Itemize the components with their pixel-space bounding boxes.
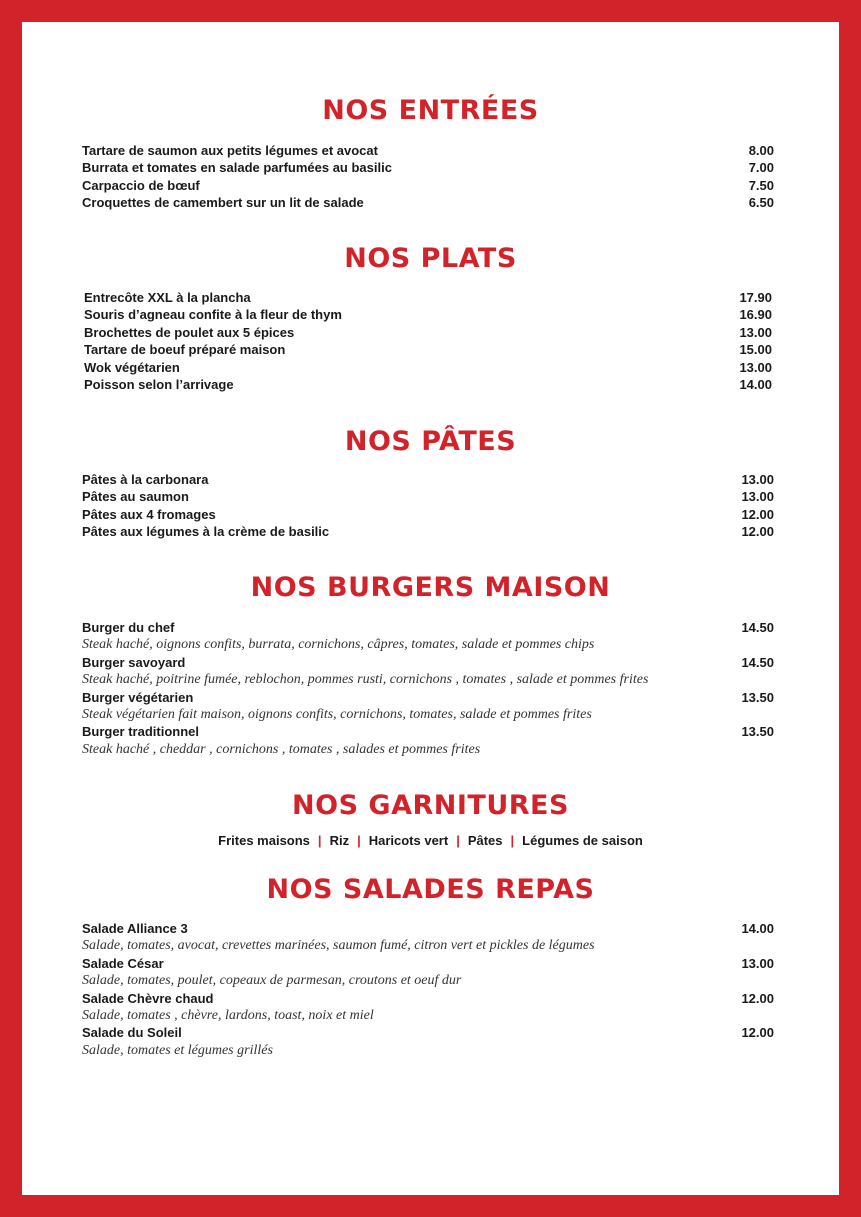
item-description: Salade, tomates, avocat, crevettes marinées, saumon fumé, citron vert et pickles de légumes bbox=[82, 938, 595, 954]
menu-item bbox=[84, 376, 772, 393]
menu-item bbox=[82, 955, 774, 972]
menu-item bbox=[82, 194, 774, 211]
menu-item bbox=[84, 359, 772, 376]
menu-item bbox=[82, 471, 774, 488]
item-name: Pâtes aux 4 fromages bbox=[82, 506, 216, 522]
section-salades bbox=[22, 873, 839, 1058]
menu-item bbox=[82, 506, 774, 523]
item-price: 13.50 bbox=[741, 724, 774, 740]
garniture-item: Haricots vert bbox=[368, 833, 449, 848]
item-description: Steak haché, poitrine fumée, reblochon, pommes rusti, cornichons , tomates , salade et pommes frites bbox=[82, 672, 649, 688]
item-price: 12.00 bbox=[741, 1025, 774, 1041]
menu-item bbox=[82, 177, 774, 194]
item-description: Salade, tomates et légumes grillés bbox=[82, 1042, 273, 1058]
item-name: Burger végétarien bbox=[82, 689, 194, 705]
menu-item bbox=[82, 488, 774, 505]
menu-item bbox=[82, 920, 774, 937]
section-pates bbox=[22, 425, 839, 540]
garniture-item: Pâtes bbox=[467, 833, 503, 848]
section-garnitures bbox=[22, 789, 839, 848]
item-price: 13.00 bbox=[739, 324, 772, 340]
item-price: 12.00 bbox=[741, 990, 774, 1006]
item-name: Burger savoyard bbox=[82, 654, 186, 670]
item-description: Steak végétarien fait maison, oignons confits, cornichons, tomates, salade et pommes frites bbox=[82, 706, 592, 722]
item-price: 15.00 bbox=[739, 342, 772, 358]
garnitures-list bbox=[22, 833, 839, 848]
menu-item bbox=[82, 619, 774, 636]
item-name: Poisson selon l’arrivage bbox=[84, 376, 234, 392]
item-price: 12.00 bbox=[741, 524, 774, 540]
item-description: Steak haché , cheddar , cornichons , tomates , salades et pommes frites bbox=[82, 741, 481, 757]
burgers-list bbox=[82, 619, 774, 758]
item-name: Tartare de saumon aux petits légumes et avocat bbox=[82, 143, 378, 158]
separator: | bbox=[510, 833, 515, 848]
menu-item bbox=[84, 324, 772, 341]
item-name: Salade Chèvre chaud bbox=[82, 990, 214, 1006]
item-name: Burrata et tomates en salade parfumées au basilic bbox=[82, 160, 392, 176]
item-description: Steak haché, oignons confits, burrata, cornichons, câpres, tomates, salade et pommes chips bbox=[82, 637, 595, 653]
section-plats bbox=[22, 242, 839, 392]
item-name: Souris d’agneau confite à la fleur de thym bbox=[84, 307, 342, 323]
section-burgers bbox=[22, 571, 839, 757]
garniture-item: Légumes de saison bbox=[522, 833, 643, 848]
section-title: NOS ENTRÉES bbox=[322, 95, 539, 126]
section-title: NOS PLATS bbox=[344, 243, 517, 274]
salades-list bbox=[82, 920, 774, 1059]
section-title: NOS SALADES REPAS bbox=[266, 874, 595, 905]
item-price: 13.00 bbox=[739, 359, 772, 375]
menu-item bbox=[82, 654, 774, 671]
separator: | bbox=[317, 833, 322, 848]
item-price: 7.50 bbox=[748, 177, 774, 193]
item-name: Carpaccio de bœuf bbox=[82, 177, 200, 193]
item-price: 13.00 bbox=[741, 472, 774, 487]
menu-item bbox=[84, 341, 772, 358]
section-title: NOS GARNITURES bbox=[292, 790, 569, 821]
section-entrees bbox=[22, 94, 839, 211]
item-price: 14.00 bbox=[741, 921, 774, 936]
item-name: Entrecôte XXL à la plancha bbox=[84, 290, 251, 305]
garniture-item: Riz bbox=[329, 833, 350, 848]
item-price: 7.00 bbox=[748, 160, 774, 176]
menu-item bbox=[84, 289, 772, 306]
item-price: 6.50 bbox=[748, 195, 774, 211]
menu-item bbox=[84, 306, 772, 323]
section-title: NOS BURGERS MAISON bbox=[250, 572, 611, 603]
menu-item bbox=[82, 159, 774, 176]
garniture-item: Frites maisons bbox=[218, 833, 310, 848]
item-name: Burger traditionnel bbox=[82, 724, 200, 740]
menu-item bbox=[82, 1024, 774, 1041]
pates-list bbox=[82, 471, 774, 541]
item-description: Salade, tomates, poulet, copeaux de parmesan, croutons et oeuf dur bbox=[82, 973, 462, 989]
item-price: 16.90 bbox=[739, 307, 772, 323]
entrees-list bbox=[82, 142, 774, 212]
item-price: 12.00 bbox=[741, 506, 774, 522]
menu-item bbox=[82, 142, 774, 159]
item-price: 8.00 bbox=[748, 143, 774, 158]
section-title: NOS PÂTES bbox=[344, 426, 517, 457]
item-name: Salade du Soleil bbox=[82, 1025, 182, 1041]
menu-item bbox=[82, 723, 774, 740]
item-price: 13.50 bbox=[741, 689, 774, 705]
item-price: 14.00 bbox=[739, 376, 772, 392]
item-name: Salade Alliance 3 bbox=[82, 921, 188, 936]
item-name: Wok végétarien bbox=[84, 359, 180, 375]
item-name: Croquettes de camembert sur un lit de salade bbox=[82, 195, 364, 211]
item-name: Pâtes au saumon bbox=[82, 489, 189, 505]
item-price: 14.50 bbox=[741, 620, 774, 635]
plats-list bbox=[84, 289, 772, 393]
item-price: 17.90 bbox=[739, 290, 772, 305]
menu-item bbox=[82, 523, 774, 540]
item-name: Pâtes à la carbonara bbox=[82, 472, 209, 487]
menu-page bbox=[22, 22, 839, 1195]
separator: | bbox=[357, 833, 361, 848]
menu-item bbox=[82, 689, 774, 706]
item-description: Salade, tomates , chèvre, lardons, toast, noix et miel bbox=[82, 1007, 374, 1023]
item-name: Pâtes aux légumes à la crème de basilic bbox=[82, 524, 330, 540]
separator: | bbox=[456, 833, 460, 848]
item-price: 13.00 bbox=[741, 955, 774, 971]
item-name: Burger du chef bbox=[82, 620, 175, 635]
item-name: Salade César bbox=[82, 955, 164, 971]
menu-item bbox=[82, 990, 774, 1007]
item-name: Tartare de boeuf préparé maison bbox=[84, 342, 286, 358]
item-price: 13.00 bbox=[741, 489, 774, 505]
item-price: 14.50 bbox=[741, 654, 774, 670]
item-name: Brochettes de poulet aux 5 épices bbox=[84, 324, 295, 340]
